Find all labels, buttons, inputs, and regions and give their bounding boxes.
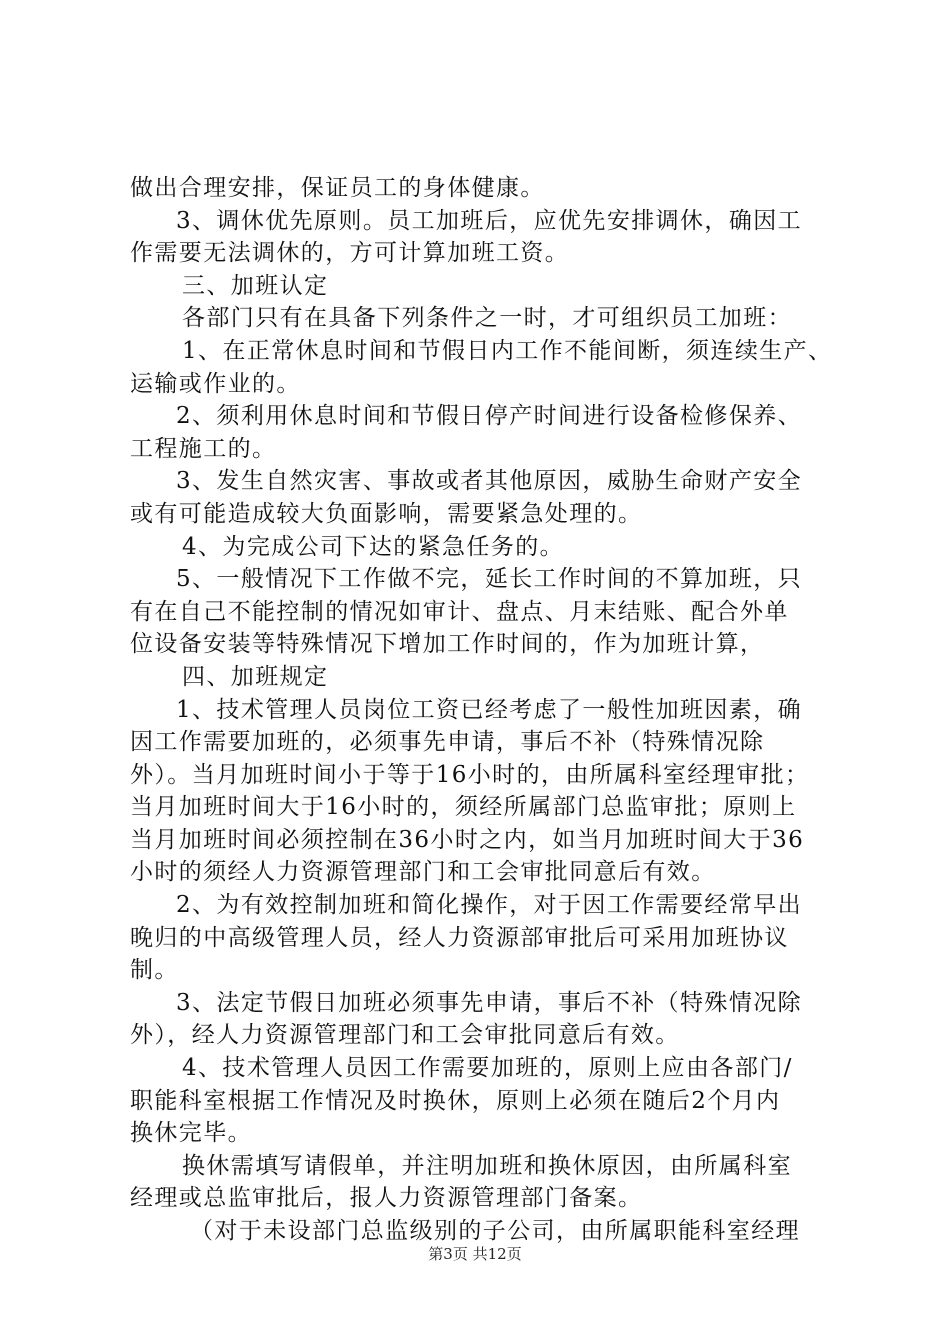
document-body bbox=[130, 172, 838, 1248]
text-line: 5、一般情况下工作做不完，延长工作时间的不算加班，只 bbox=[176, 566, 803, 593]
text-line: 换休完毕。 bbox=[130, 1120, 252, 1147]
text-line: 4、技术管理人员因工作需要加班的，原则上应由各部门/ bbox=[182, 1055, 793, 1082]
text-line: 1、技术管理人员岗位工资已经考虑了一般性加班因素，确 bbox=[176, 696, 803, 723]
text-line: 3、法定节假日加班必须事先申请，事后不补（特殊情况除 bbox=[176, 989, 803, 1016]
text-line: 四、加班规定 bbox=[182, 663, 329, 690]
text-line: 工程施工的。 bbox=[130, 435, 277, 462]
text-line: 3、调休优先原则。员工加班后，应优先安排调休，确因工 bbox=[176, 207, 803, 234]
text-line: 晚归的中高级管理人员，经人力资源部审批后可采用加班协议 bbox=[130, 924, 789, 951]
text-line: 换休需填写请假单，并注明加班和换休原因，由所属科室 bbox=[182, 1152, 792, 1179]
text-line: 做出合理安排，保证员工的身体健康。 bbox=[130, 175, 545, 201]
text-line: 当月加班时间大于16小时的，须经所属部门总监审批；原则上 bbox=[130, 794, 797, 821]
text-line: 1、在正常休息时间和节假日内工作不能间断，须连续生产、 bbox=[182, 337, 833, 364]
text-line: 2、须利用休息时间和节假日停产时间进行设备检修保养、 bbox=[176, 403, 803, 430]
text-line: 小时的须经人力资源管理部门和工会审批同意后有效。 bbox=[130, 859, 716, 886]
text-line: 外）。当月加班时间小于等于16小时的，由所属科室经理审批； bbox=[130, 761, 810, 788]
text-line: 或有可能造成较大负面影响，需要紧急处理的。 bbox=[130, 500, 643, 527]
text-line: 外），经人力资源管理部门和工会审批同意后有效。 bbox=[130, 1022, 680, 1049]
text-line: 2、为有效控制加班和简化操作，对于因工作需要经常早出 bbox=[176, 892, 803, 919]
text-line: 4、为完成公司下达的紧急任务的。 bbox=[182, 533, 565, 560]
page-number-footer: 第3页 共12页 bbox=[428, 1245, 522, 1263]
text-line: 当月加班时间必须控制在36小时之内，如当月加班时间大于36 bbox=[130, 826, 805, 853]
text-line: 因工作需要加班的，必须事先申请，事后不补（特殊情况除 bbox=[130, 729, 765, 756]
text-line: 职能科室根据工作情况及时换休，原则上必须在随后2个月内 bbox=[130, 1087, 781, 1114]
text-line: （对于未设部门总监级别的子公司，由所属职能科室经理 bbox=[190, 1218, 800, 1244]
text-line: 位设备安装等特殊情况下增加工作时间的，作为加班计算， bbox=[130, 631, 765, 658]
text-line: 有在自己不能控制的情况如审计、盘点、月末结账、配合外单 bbox=[130, 598, 789, 625]
text-line: 各部门只有在具备下列条件之一时，才可组织员工加班： bbox=[182, 305, 792, 332]
text-line: 作需要无法调休的，方可计算加班工资。 bbox=[130, 240, 570, 267]
text-line: 3、发生自然灾害、事故或者其他原因，威胁生命财产安全 bbox=[176, 468, 803, 495]
text-line: 运输或作业的。 bbox=[130, 370, 301, 397]
text-line: 制。 bbox=[130, 957, 179, 984]
text-line: 三、加班认定 bbox=[182, 272, 329, 299]
text-line: 经理或总监审批后，报人力资源管理部门备案。 bbox=[130, 1185, 643, 1212]
